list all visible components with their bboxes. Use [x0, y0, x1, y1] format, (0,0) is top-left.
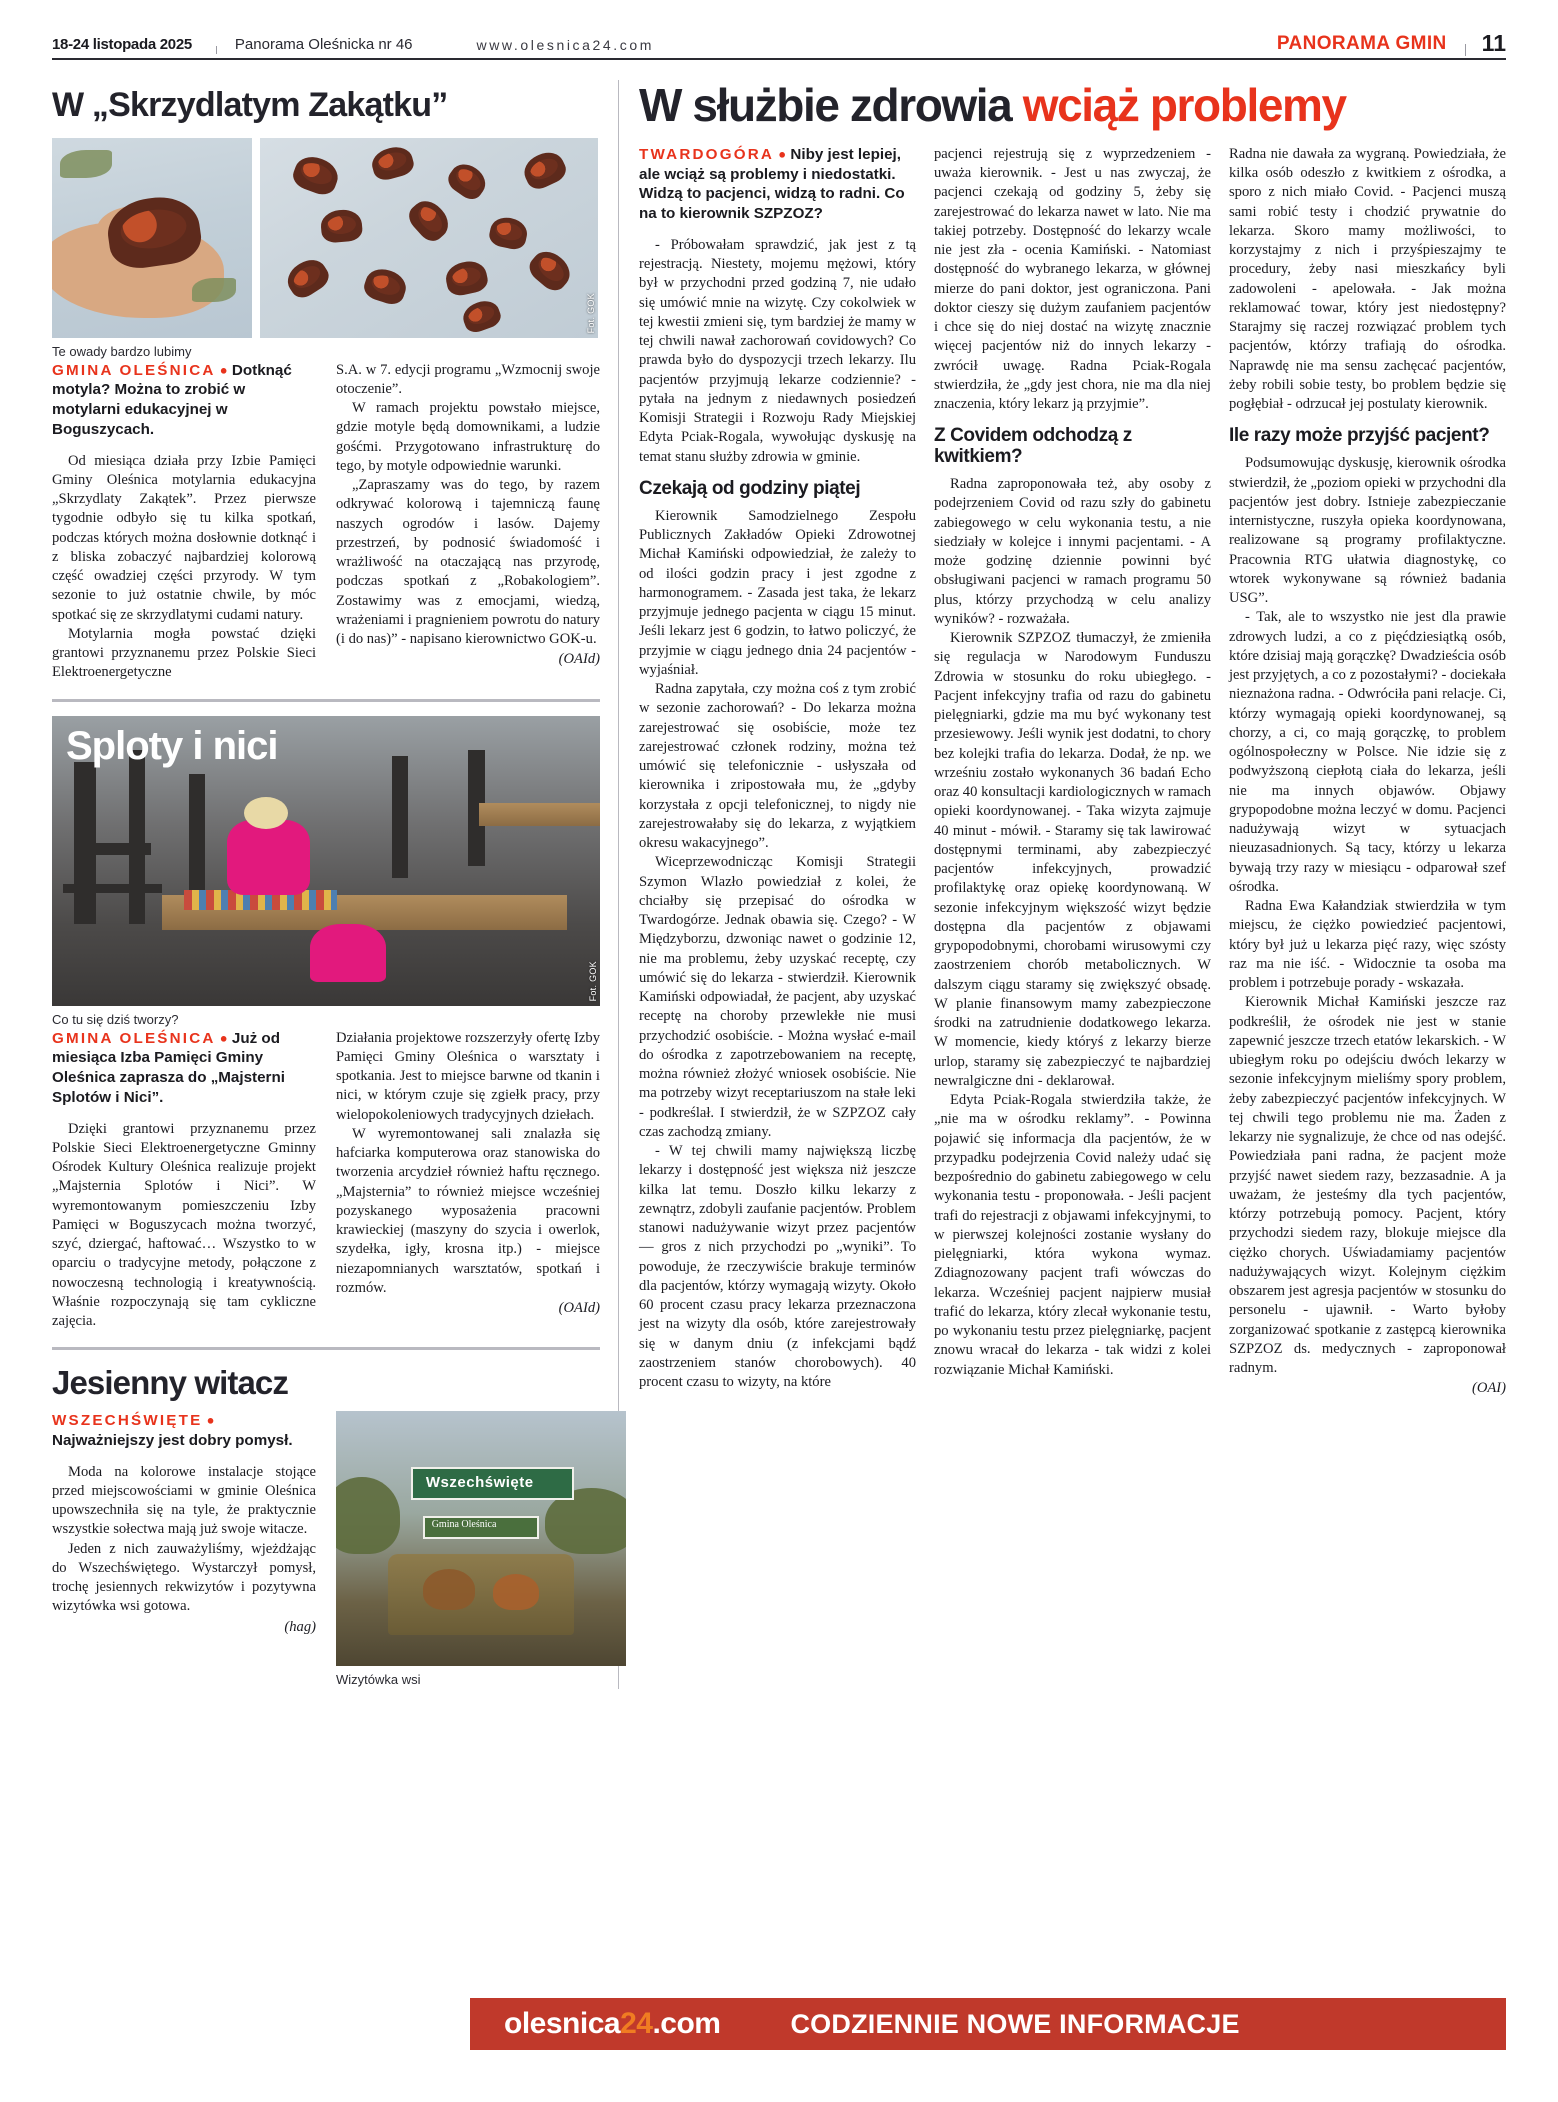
witacz-article-columns: [52, 1411, 600, 1689]
witacz-article-caption: Wizytówka wsi: [336, 1672, 421, 1688]
issue-date: 18-24 listopada 2025: [52, 36, 192, 53]
left-article-lede: [52, 361, 316, 440]
main-article-para: Kierownik Samodzielnego Zespołu Publicznych Zakładów Opieki Zdrowotnej Michał Kamiński odpowiedział, że zależy to od ilości godzin pracy i jest zgodne z harmonogramem. - Zasada jest taka, że lekarz przyjmuje jednego pacjenta w ciągu 15 minut. Jeśli lekarz jest 6 godzin, to łatwo policzyć, że przyjmie w ciągu jednego dnia 24 pacjentów - wyjaśniał.: [639, 507, 916, 678]
main-article-para: pacjenci rejestrują się z wyprzedzeniem - uważa kierownik. - Jest u nas zwyczaj, że pacjenci czekają od godziny 5, żeby się zarejestrować do lekarza nawet w lato. Nie ma takiej potrzeby. Dostępność do lekarzy wcale nie jest zła - ocenia Kamiński. - Natomiast dostępność do wybranego lekarza, w głównej mierze do pani doktor, jest ograniczona. Pani doktor cieszy się dużym zaufaniem pacjentów i chce się do niej dostać na wizytę znacznie więcej pacjentów niż do innych lekarzy - zwrócił uwagę. Radna Pciak-Rogala stwierdziła, że „gdy jest chora, nie ma dla niej znaczenia, który lekarz ją przyjmie”.: [934, 145, 1211, 413]
main-article-para: Edyta Pciak-Rogala stwierdziła także, że „nie ma w ośrodku reklamy”. - Powinna pojawić się informacja dla pacjentów, że w przypadku podejrzenia Covid należy udać się bezpośrednio do gabinetu zabiegowego w celu wykonania testu - proponowała. - Jeśli pacjent trafi do rejestracji z objawami infekcyjnymi, to w pierwszej kolejności zostanie wysłany do pielęgniarki, która wykona wymaz. Zdiagnozowany pacjent trafi wówczas do lekarza. Wcześniej pacjent najpierw musiał trafić do lekarza, który zlecał wykonanie testu, po wykonaniu testu przez pielęgniarkę, pacjent znowu wracał do lekarza - tak widzi z kolei rozwiązanie Michał Kamiński.: [934, 1092, 1211, 1378]
witacz-article-col-1: [52, 1411, 316, 1689]
main-article-para: Radna Ewa Kałandziak stwierdziła w tym miejscu, że ciężko powiedzieć pacjentowi, który był już u lekarza pięć razy, więc szósty raz ma nie iść. - Widocznie ta osoba ma problem i potrzebuje porady - wskazała.: [1229, 898, 1506, 992]
ad-logo-number: 24: [620, 2007, 653, 2040]
main-article: [639, 74, 1506, 1689]
left-article-col-1: [52, 361, 316, 683]
sploty-article-para: Działania projektowe rozszerzyły ofertę Izby Pamięci Gminy Oleśnica o warsztaty i spotkania. Jest to miejsce barwne od tkanin i nici, w którym czuje się zgiełk pracy, przy wielopokoleniowych tradycyjnych dziełach.: [336, 1029, 600, 1123]
main-article-subhead-2: Z Covidem odchodzą z kwitkiem?: [934, 425, 1132, 468]
masthead-divider-2: [1465, 44, 1466, 56]
bullet-dot-icon: ●: [206, 1412, 215, 1428]
sploty-article-col-2: [336, 1029, 600, 1332]
website-url: www.olesnica24.com: [476, 37, 655, 53]
main-article-para: Wiceprzewodnicząc Komisji Strategii Szymon Wlazło powiedział z kolei, że chciałby się przepisać do ośrodka w Twardogórze. Jednak obawia się. Czego? - W Międzyborzu, dzwoniąc nawet o godzinie 12, nie ma problemu, żeby uzyskać receptę, czy umówić się do lekarza - stwierdził. Kierownik Kamiński odpowiadał, że pacjent, aby uzyskać receptę na choroby przewlekłe nie musi przychodzić osobiście. - Można wysłać e-mail do ośrodka z zapotrzebowaniem na receptę, można również złożyć wniosek osobiście. Nie ma potrzeby wizyt receptariuszom na stałe leki - podkreślał. I stwierdził, że w SZPZOZ cały czas zachodzą zmiany.: [639, 854, 916, 1140]
left-article-para: S.A. w 7. edycji programu „Wzmocnij swoje otoczenie”.: [336, 361, 600, 397]
left-article-photos: [52, 138, 600, 338]
ad-banner-olesnica24[interactable]: [470, 1998, 1506, 2050]
page-number: 11: [1481, 30, 1506, 56]
witacz-article-signature: (hag): [284, 1618, 316, 1635]
left-article-kicker: GMINA OLEŚNICA: [52, 361, 216, 379]
ad-logo: [504, 2007, 720, 2041]
paper-name: Panorama Oleśnicka nr 46: [234, 36, 413, 53]
sign-commune-name: Gmina Oleśnica: [431, 1519, 497, 1531]
main-article-para: Radna zapytała, czy można coś z tym zrobić w sezonie zachorowań? - Do lekarza można zarejestrować się osobiście, może tez zarejestrować członek rodziny, można też umówić się telefonicznie - usłyszała od kierownika i zripostowała mu, że „gdyby korzystała z opcji telefonicznej, to nigdy nie zarejestrowałaby się do lekarza, z wyjątkiem okresu wakacyjnego”.: [639, 681, 916, 852]
page-body: [52, 74, 1506, 1689]
bullet-dot-icon: ●: [219, 362, 228, 378]
left-article-lede-text: Dotknąć motyla? Można to zrobić w motylarni edukacyjnej w Boguszycach.: [52, 361, 292, 438]
main-article-subhead-3: Ile razy może przyjść pacjent?: [1229, 425, 1490, 447]
left-article-para: Motylarnia mogła powstać dzięki grantowi przyznanemu przez Polskie Sieci Elektroenergetyczne: [52, 625, 316, 681]
main-article-para: - W tej chwili mamy największą liczbę lekarzy i dostępność jest większa niż jeszcze kilka lat temu. Doszło kilku lekarzy z zewnątrz, zdobyli zaufanie pacjentów. Problem stanowi nadużywanie wizyt przez pacjentów — gros z nich przychodzi po „wyniki”. To powoduje, że rzeczywiście brakuje terminów dla pacjentów, którzy wymagają wizyty. Około 60 procent czasu pracy lekarza przeznaczona jest na wizyty dla osób, które zarejestrowały się w danym dniu (z infekcjami bądź zaostrzeniem stanów chorobowych). 40 procent czasu to wizyty, na które: [639, 1143, 916, 1391]
main-article-col-1: [639, 145, 916, 1397]
left-article-para: „Zapraszamy was do tego, by razem odkrywać kolorową i tajemniczą faunę naszych ogrodów i lasów. Dajemy przestrzeń, by podnosić świadomość i wrażliwość na otaczającą nas przyrodę, podczas spotkań z „Robakologiem”. Zostawimy was z emocjami, wiedzą, wrażeniami i pragnieniem powrotu do natury (i do nas)” - napisano kierownictwo GOK-u.: [336, 477, 600, 648]
left-article-para: Od miesiąca działa przy Izbie Pamięci Gminy Oleśnica motylarnia edukacyjna „Skrzydlaty Zakątek”. Przez pierwsze tygodnie odbyło się tu kilka spotkań, podczas których można dosłownie dotknąć i z bliska zobaczyć najbardziej kolorową część owadziej części przyrody. W tym sezonie to już ostatnie chwile, by móc spotkać się ze skrzydlatymi cudami natury.: [52, 452, 316, 623]
photo-butterflies-net: [260, 138, 598, 338]
bullet-dot-icon: ●: [778, 146, 787, 162]
main-article-para: - Tak, ale to wszystko nie jest dla prawie zdrowych ludzi, a co z pięćdziesiątką osób, które dzisiaj mają gorączkę? Dwadzieścia osób jest przyjętych, a co z pozostałymi? - dociekała nieznażona radna. - Odwróciła pani relacje. Ci, którzy wymagają opieki koordynowanej, są chorzy, a ci, co mają gorączkę, to problem ogólnospołeczny w Polsce. Nie idzie się z podwyższoną ciepłotą ciała do lekarza, jeśli nie ma innych objawów. Objawy grypopodobne można leczyć w domu. Pacjenci nadużywają wizyt w sytuacjach nieuzasadnionych. Są tacy, którzy u lekarza bywają trzy razy w miesiącu - odparował szef ośrodka.: [1229, 609, 1506, 895]
main-article-para: Kierownik Michał Kamiński jeszcze raz podkreślił, że ośrodek nie jest w stanie zapewnić jeszcze trzech etatów lekarskich. - W ubiegłym roku po odejściu dwóch lekarzy w sezonie infekcyjnym mieliśmy spory problem, żeby zabezpieczyć pacjentów infekcyjnych. W tej chwili tego problemu nie ma. Żaden z lekarzy nie sygnalizuje, że chce od nas odejść. Powiedziała pani radna, że pacjent może przyjść nawet siedem razy, bezzasadnie. A ja uważam, że jesteśmy dla tych pacjentów, którzy potrzebują pomocy. Pacjent, który przychodzi siedem razy, blokuje miejsce dla ciężko chorych. Uświadamiamy pacjentów nadużywających wizyt. Kolejnym ciężkim obszarem jest agresja pacjentów w stosunku do personelu - ujawnił. - Warto byłoby zorganizować spotkanie z zastępcą kierownika SZPZOZ ds. medycznych - zaproponował radnym.: [1229, 994, 1506, 1377]
left-article-col-2: [336, 361, 600, 683]
photo-hand-butterfly: [52, 138, 252, 338]
witacz-article-kicker: WSZECHŚWIĘTE: [52, 1412, 203, 1430]
sploty-article-lede-text: Już od miesiąca Izba Pamięci Gminy Oleśnica zaprasza do „Majsterni Splotów i Nici”.: [52, 1029, 285, 1106]
sign-village-name: Wszechświęte: [425, 1473, 534, 1491]
main-article-columns: [639, 145, 1506, 1397]
ad-logo-tld: .com: [652, 2007, 721, 2040]
masthead: [52, 0, 1506, 60]
main-article-para: - Próbowałam sprawdzić, jak jest z tą rejestracją. Niestety, mojemu mężowi, który był w przychodni przed godziną 7, nie udało się umówić mnie na wizytę. Czy cokolwiek w tej kwestii zmieni się, tym bardziej że mamy w tej chwili nawał zachorowań covidowych? Co prawda było do dyspozycji trzech lekarzy. Ilu pacjentów przyjmują lekarze codziennie? - pytała na jednym z niedawnych posiedzeń Komisji Strategii i Rozwoju Rady Miejskiej Edyta Pciak-Rogala, wywołując dyskusję na temat stanu służby zdrowia w gminie.: [639, 236, 916, 465]
left-column-pane: [52, 74, 600, 1689]
witacz-article-lede: [52, 1411, 316, 1451]
sploty-article-kicker: GMINA OLEŚNICA: [52, 1029, 216, 1047]
section-rule: [52, 699, 600, 702]
ad-tagline: CODZIENNIE NOWE INFORMACJE: [790, 2008, 1240, 2039]
sploty-overlay-title: Sploty i nici: [66, 723, 278, 768]
sploty-article-para: W wyremontowanej sali znalazła się hafciarka komputerowa oraz stanowiska do tworzenia arcydzieł również haftu ręcznego. „Majsternia” to również miejsce wcześniej pozyskanego wyposażenia pracowni krawieckiej (maszyny do szycia i owerlok, szydełka, igły, krosna itp.) - miejsce niezapomnianych warsztatów, spotkań i rozmów.: [336, 1125, 600, 1296]
witacz-article-para: Jeden z nich zauważyliśmy, wjeżdżając do Wszechświętego. Wystarczył pomysł, trochę jesiennych rekwizytów i pozytywna wizytówka wsi gotowa.: [52, 1540, 316, 1615]
sploty-article-signature: (OAId): [558, 1300, 600, 1317]
section-rule: [52, 1347, 600, 1350]
sploty-article-columns: [52, 1029, 600, 1332]
main-headline-accent: wciąż problemy: [1022, 79, 1346, 131]
left-article-columns: [52, 361, 600, 683]
main-article-col-2: [934, 145, 1211, 1397]
main-article-subhead-1: Czekają od godziny piątej: [639, 477, 861, 499]
left-article-caption: Te owady bardzo lubimy: [52, 343, 192, 359]
left-article-para: W ramach projektu powstało miejsce, gdzie motyle będą domownikami, a ludzie gośćmi. Przygotowano infrastrukturę do tego, by motyle odpowiednie warunki.: [336, 400, 600, 474]
sploty-article-col-1: [52, 1029, 316, 1332]
main-article-signature: (OAI): [1471, 1380, 1506, 1397]
main-article-headline: [639, 79, 1506, 131]
photo-sploty-workshop: [52, 716, 600, 1006]
photo-village-sign: [336, 1411, 626, 1666]
left-article-headline: W „Skrzydlatym Zakątku”: [52, 86, 448, 124]
main-article-col-3: [1229, 145, 1506, 1397]
witacz-article-lede-text: Najważniejszy jest dobry pomysł.: [52, 1431, 293, 1449]
main-article-para: Radna zaproponowała też, aby osoby z podejrzeniem Covid od razu szły do gabinetu zabiegowego w celu wykonania testu, a nie siedziały w kolejce i innymi pacjentami. - A może godzinę dziennie powinni być obsługiwani pacjenci w ramach programu 50 plus, którzy przychodzą w celu analizy wyników? - rozważała.: [934, 476, 1211, 627]
main-article-para: Podsumowując dyskusję, kierownik ośrodka stwierdził, że „poziom opieki w przychodni dla pacjentów jest dobry. Istnieje zabezpieczanie internistyczne, ruszyła opieka koordynowana, realizowane są programy profilaktyczne. Pracownia RTG ułatwia diagnostykę, co wtorek wykonywane są również badania USG”.: [1229, 455, 1506, 607]
masthead-divider-1: [216, 46, 217, 54]
section-title: PANORAMA GMIN: [1276, 33, 1447, 54]
witacz-article-col-2: [336, 1411, 600, 1689]
sploty-article-para: Dzięki grantowi przyznanemu przez Polskie Sieci Elektroenergetyczne Gminny Ośrodek Kultury Oleśnica realizuje projekt „Majsternia Splotów i Nici”. W wyremontowanym pomieszczeniu Izby Pamięci w Boguszycach można tworzyć, szyć, dziergać, haftować… Wszystko to w oparciu o tradycyjne metody, połączone z nowoczesną technologią i kreatywnością. Właśnie rozpoczynają się tam cykliczne zajęcia.: [52, 1120, 316, 1330]
witacz-article-para: Moda na kolorowe instalacje stojące przed miejscowościami w gminie Oleśnica upowszechniła się na tyle, że praktycznie wszystkie sołectwa mają już swoje witacze.: [52, 1463, 316, 1538]
witacz-article-headline: Jesienny witacz: [52, 1364, 288, 1402]
left-article-signature: (OAId): [558, 651, 600, 668]
ad-logo-text: olesnica: [504, 2007, 621, 2040]
main-article-lede-text: Niby jest lepiej, ale wciąż są problemy i niedostatki. Widzą to pacjenci, widzą to radni. Co na to kierownik SZPZOZ?: [639, 145, 905, 223]
sploty-article-lede: [52, 1029, 316, 1108]
main-article-kicker: TWARDOGÓRA: [639, 145, 775, 163]
main-article-para: Radna nie dawała za wygraną. Powiedziała, że kilka osób odeszło z kwitkiem z ośrodka, a sporo z nich miało Covid. - Pacjenci muszą sami robić testy i chodzić prywatnie do lekarza. Skoro mamy możliwości, to korzystajmy z nich i przyśpieszajmy te procedury, żeby nasi mieszkańcy byli zadowoleni - apelowała. - Jak można reklamować towar, który jest niedostępny? Starajmy się raczej rozwiązać problem tych pacjentów, którzy trafiają do ośrodka. Naprawdę nie ma sensu zachęcać pacjentów, żeby robili sobie testy, bo problem będzie się pogłębiał - odrzucał jej postulaty kierownik.: [1229, 145, 1506, 413]
photo-credit: Fot. GOK: [586, 293, 596, 334]
main-article-lede: [639, 145, 916, 224]
photo-credit: Fot. GOK: [588, 961, 598, 1002]
sploty-article-caption: Co tu się dziś tworzy?: [52, 1011, 179, 1027]
main-headline-plain: W służbie zdrowia: [639, 79, 1023, 131]
bullet-dot-icon: ●: [219, 1030, 228, 1046]
main-article-para: Kierownik SZPZOZ tłumaczył, że zmieniła się regulacja w Narodowym Funduszu Zdrowia w stosunku do roku ubiegłego. - Pacjent infekcyjny trafia od razu do gabinetu pielęgniarki, gdzie ma mu być wykonany test przesiewowy. Jeśli wynik jest dodatni, to chory bez kolejki trafia do lekarza. Dodał, że np. we wrześniu zostało wykonanych 36 badań Echo oraz 40 konsultacji kardiologicznych w ramach opieki koordynowanej. - Taka wizyta zajmuje 40 minut - mówił. - Staramy się tak lawirować dostępnymi terminami, aby zabezpieczyć pacjentów infekcyjnych, prowadzić profilaktykę oraz opiekę koordynowaną. W sezonie infekcyjnym większość wizyt będzie dostępna dla pacjentów z objawami grypopodobnymi, chorobami wirusowymi czy zaostrzeniem chorób metabolicznych. W dalszym ciągu staramy się zwiększyć obsadę. W planie finansowym mamy zabezpieczone środki na zatrudnienie dodatkowego lekarza. W momencie, kiedy któryś z lekarzy bierze urlop, staramy się zabezpieczyć te najbardziej newralgiczne dni - deklarował.: [934, 630, 1211, 1089]
